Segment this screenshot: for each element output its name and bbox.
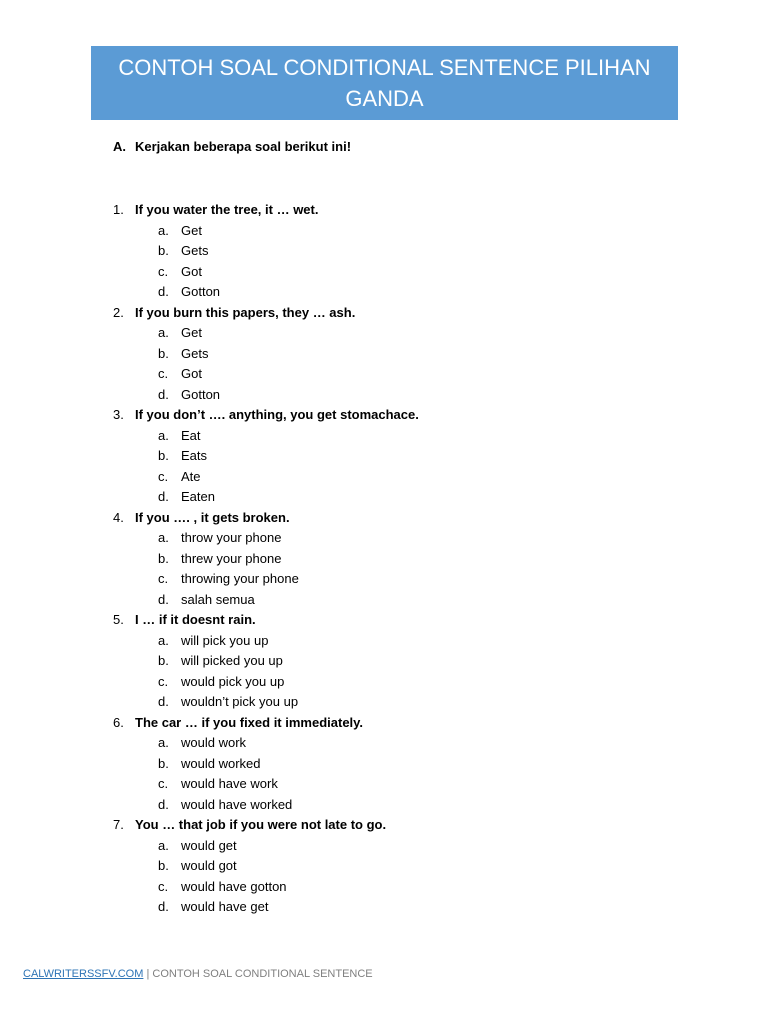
option-letter: a. — [158, 530, 169, 545]
answer-option — [113, 692, 673, 713]
question-text: I … if it doesnt rain. — [135, 612, 256, 627]
page-title: CONTOH SOAL CONDITIONAL SENTENCE PILIHAN GANDA — [118, 55, 651, 111]
footer-text: CONTOH SOAL CONDITIONAL SENTENCE — [152, 968, 373, 980]
question-text-line — [113, 303, 673, 324]
question-number: 1. — [113, 202, 124, 217]
answer-option — [113, 385, 673, 406]
option-letter: b. — [158, 653, 169, 668]
option-text: would pick you up — [181, 673, 285, 689]
answer-option — [113, 795, 673, 816]
question-number: 2. — [113, 304, 124, 320]
option-text: Gotton — [181, 386, 221, 402]
question-text: If you water the tree, it … wet. — [135, 202, 319, 217]
option-text: Gets — [181, 243, 209, 258]
footer-separator: | — [146, 968, 150, 980]
option-text: would got — [181, 858, 237, 873]
option-text: would have worked — [181, 796, 293, 812]
answer-option — [113, 877, 673, 898]
answer-option — [113, 569, 673, 590]
option-letter: a. — [158, 222, 169, 238]
question-item — [113, 200, 673, 303]
question-item — [113, 508, 673, 611]
title-banner — [91, 46, 678, 120]
option-text: Ate — [181, 468, 201, 484]
option-letter: a. — [158, 427, 169, 443]
answer-option — [113, 487, 673, 508]
option-letter: b. — [158, 448, 169, 463]
question-text-line — [113, 405, 673, 426]
option-letter: a. — [158, 735, 169, 750]
question-item — [113, 405, 673, 508]
question-text: If you burn this papers, they … ash. — [135, 304, 356, 320]
footer-link[interactable]: CALWRITERSSFV.COM — [23, 968, 144, 980]
answer-option — [113, 446, 673, 467]
option-text: Eats — [181, 448, 208, 463]
option-text: throw your phone — [181, 530, 282, 545]
option-text: Eaten — [181, 489, 215, 504]
answer-option — [113, 590, 673, 611]
option-letter: d. — [158, 386, 169, 402]
question-text-line — [113, 815, 673, 836]
option-letter: c. — [158, 571, 169, 586]
option-letter: d. — [158, 899, 169, 914]
option-letter: d. — [158, 284, 169, 299]
question-number: 6. — [113, 714, 124, 730]
answer-option — [113, 733, 673, 754]
option-text: wouldn’t pick you up — [181, 694, 299, 709]
question-item — [113, 610, 673, 713]
question-list — [113, 200, 673, 918]
option-text: would get — [181, 837, 237, 853]
option-letter: a. — [158, 837, 169, 853]
question-text: If you don’t …. anything, you get stomachace. — [135, 407, 419, 422]
question-text-line — [113, 200, 673, 221]
question-item — [113, 303, 673, 406]
option-letter: c. — [158, 366, 169, 381]
option-text: would have gotton — [181, 878, 287, 894]
answer-option — [113, 282, 673, 303]
section-instruction: Kerjakan beberapa soal berikut ini! — [135, 139, 352, 154]
question-number: 3. — [113, 407, 124, 422]
question-number: 5. — [113, 612, 124, 627]
question-item — [113, 815, 673, 918]
option-list — [113, 836, 673, 918]
option-text: throwing your phone — [181, 571, 299, 586]
answer-option — [113, 754, 673, 775]
question-item — [113, 713, 673, 816]
question-text: If you …. , it gets broken. — [135, 509, 290, 525]
option-letter: a. — [158, 325, 169, 340]
option-text: would have work — [181, 776, 278, 791]
answer-option — [113, 241, 673, 262]
option-list — [113, 426, 673, 508]
question-number: 4. — [113, 509, 124, 525]
answer-option — [113, 364, 673, 385]
option-text: Gotton — [181, 284, 221, 299]
option-letter: d. — [158, 489, 169, 504]
answer-option — [113, 344, 673, 365]
answer-option — [113, 467, 673, 488]
answer-option — [113, 836, 673, 857]
option-letter: a. — [158, 632, 169, 648]
question-text: You … that job if you were not late to go. — [135, 817, 387, 832]
answer-option — [113, 221, 673, 242]
option-text: Eat — [181, 427, 201, 443]
option-text: salah semua — [181, 591, 255, 607]
option-text: would have get — [181, 899, 269, 914]
answer-option — [113, 549, 673, 570]
option-letter: b. — [158, 345, 169, 361]
option-letter: d. — [158, 591, 169, 607]
option-list — [113, 221, 673, 303]
answer-option — [113, 897, 673, 918]
answer-option — [113, 774, 673, 795]
option-list — [113, 631, 673, 713]
question-text-line — [113, 610, 673, 631]
section-letter: A. — [113, 139, 126, 154]
option-list — [113, 528, 673, 610]
option-text: Got — [181, 263, 202, 279]
option-list — [113, 323, 673, 405]
question-text-line — [113, 508, 673, 529]
option-letter: c. — [158, 673, 169, 689]
option-text: will pick you up — [181, 632, 269, 648]
option-text: Get — [181, 222, 202, 238]
option-text: would worked — [181, 755, 261, 771]
question-number: 7. — [113, 817, 124, 832]
section-heading — [113, 139, 351, 154]
option-text: Got — [181, 366, 202, 381]
option-text: Get — [181, 325, 202, 340]
option-letter: b. — [158, 243, 169, 258]
question-text-line — [113, 713, 673, 734]
answer-option — [113, 856, 673, 877]
option-text: Gets — [181, 345, 209, 361]
option-letter: b. — [158, 755, 169, 771]
option-text: threw your phone — [181, 550, 282, 566]
answer-option — [113, 323, 673, 344]
option-letter: b. — [158, 550, 169, 566]
question-text: The car … if you fixed it immediately. — [135, 714, 364, 730]
answer-option — [113, 426, 673, 447]
option-letter: b. — [158, 858, 169, 873]
option-letter: c. — [158, 776, 169, 791]
answer-option — [113, 672, 673, 693]
option-text: will picked you up — [181, 653, 283, 668]
answer-option — [113, 262, 673, 283]
option-letter: c. — [158, 878, 169, 894]
option-text: would work — [181, 735, 247, 750]
answer-option — [113, 651, 673, 672]
answer-option — [113, 528, 673, 549]
option-letter: c. — [158, 468, 169, 484]
option-letter: d. — [158, 694, 169, 709]
answer-option — [113, 631, 673, 652]
option-letter: c. — [158, 263, 169, 279]
option-list — [113, 733, 673, 815]
option-letter: d. — [158, 796, 169, 812]
page-footer — [23, 968, 373, 980]
